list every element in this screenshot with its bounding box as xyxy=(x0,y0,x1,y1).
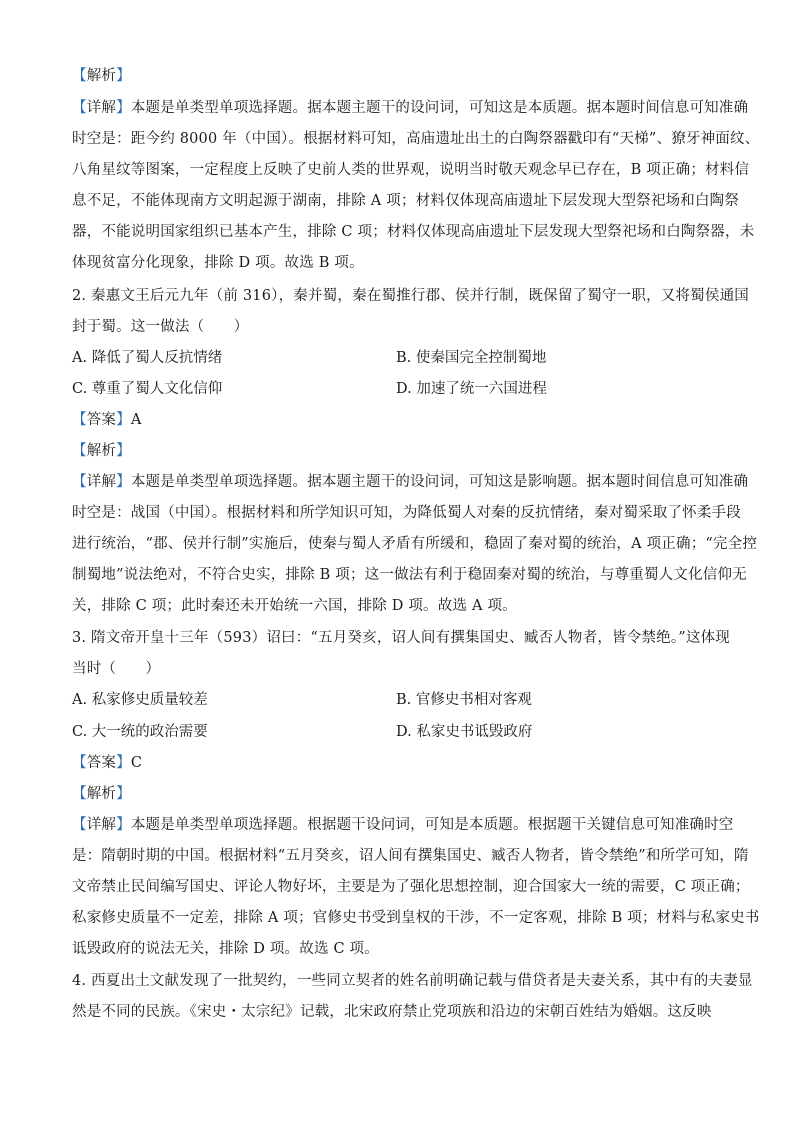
analysis-heading xyxy=(72,66,722,86)
bracket-close: 】 xyxy=(116,68,131,84)
detail-line: 时空是：距今约 8000 年（中国）。根据材料可知，高庙遗址出土的白陶祭器戳印有“天梯”、獠牙神面纹、 xyxy=(72,131,760,147)
detail-line: 关，排除 C 项；此时秦还未开始统一六国，排除 D 项。故选 A 项。 xyxy=(72,598,517,614)
detail-line: 体现贫富分化现象，排除 D 项。故选 B 项。 xyxy=(72,255,364,271)
detail-label: 详解 xyxy=(86,100,117,116)
detail-line: 是：隋朝时期的中国。根据材料“五月癸亥，诏人间有撰集国史、臧否人物者，皆令禁绝”和所学可知，隋 xyxy=(72,848,749,864)
q2-option-d: D. 加速了统一六国进程 xyxy=(396,381,547,397)
answer-label: 答案 xyxy=(86,412,117,428)
q2-option-a: A. 降低了蜀人反抗情绪 xyxy=(72,350,223,366)
answer-label: 答案 xyxy=(86,755,117,771)
analysis-heading: 【解析】 xyxy=(72,443,131,459)
detail-line: 私家修史质量不一定差，排除 A 项；官修史书受到皇权的干涉，不一定客观，排除 B 项；材料与私家史书 xyxy=(72,910,760,926)
detail-line: 【详解】本题是单类型单项选择题。根据题干设问词，可知是本质题。根据题干关键信息可知准确时空 xyxy=(72,817,734,833)
question-2-stem: 2. 秦惠文王后元九年（前 316），秦并蜀，秦在蜀推行郡、侯并行制，既保留了蜀守一职，又将蜀侯通国 xyxy=(72,288,749,304)
bracket-open: 【 xyxy=(72,68,87,84)
detail-line: 【详解】本题是单类型单项选择题。据本题主题干的设问词，可知这是影响题。据本题时间信息可知准确 xyxy=(72,474,749,490)
detail-line: 进行统治，“郡、侯并行制”实施后，使秦与蜀人矛盾有所缓和，稳固了秦对蜀的统治，A 项正确；“完全控 xyxy=(72,536,758,552)
detail-line: 文帝禁止民间编写国史、评论人物好坏，主要是为了强化思想控制，迎合国家大一统的需要，C 项正确； xyxy=(72,879,750,895)
analysis-label: 解析 xyxy=(86,68,117,84)
question-4-stem: 4. 西夏出土文献发现了一批契约，一些同立契者的姓名前明确记载与借贷者是夫妻关系，其中有的夫妻显 xyxy=(72,973,753,989)
question-2-stem: 封于蜀。这一做法（ ） xyxy=(72,319,249,335)
q3-option-c: C. 大一统的政治需要 xyxy=(72,724,208,740)
q2-answer: 【答案】A xyxy=(72,412,142,428)
detail-line: 诋毁政府的说法无关，排除 D 项。故选 C 项。 xyxy=(72,941,379,957)
answer-value: C xyxy=(130,755,143,771)
q3-option-a: A. 私家修史质量较差 xyxy=(72,692,208,708)
detail-line: 器，不能说明国家组织已基本产生，排除 C 项；材料仅体现高庙遗址下层发现大型祭祀场和白陶祭器，未 xyxy=(72,224,755,240)
question-3-stem: 当时（ ） xyxy=(72,661,161,677)
detail-line: 制蜀地”说法绝对，不符合史实，排除 B 项；这一做法有利于稳固秦对蜀的统治，与尊重蜀人文化信仰无 xyxy=(72,567,747,583)
question-3-stem: 3. 隋文帝开皇十三年（593）诏曰：“五月癸亥，诏人间有撰集国史、臧否人物者，皆令禁绝。”这体现 xyxy=(72,630,730,646)
q3-answer: 【答案】C xyxy=(72,755,143,771)
detail-line: 八角星纹等图案，一定程度上反映了史前人类的世界观，说明当时敬天观念早已存在，B 项正确；材料信 xyxy=(72,162,750,178)
q2-option-b: B. 使秦国完全控制蜀地 xyxy=(396,350,547,366)
detail-line: 【详解】本题是单类型单项选择题。据本题主题干的设问词，可知这是本质题。据本题时间信息可知准确 xyxy=(72,100,749,116)
analysis-heading: 【解析】 xyxy=(72,786,131,802)
question-4-stem: 然是不同的民族。《宋史・太宗纪》记载，北宋政府禁止党项族和沿边的宋朝百姓结为婚姻。这反映 xyxy=(72,1004,712,1020)
q3-option-d: D. 私家史书诋毁政府 xyxy=(396,724,533,740)
q3-option-b: B. 官修史书相对客观 xyxy=(396,692,532,708)
q2-option-c: C. 尊重了蜀人文化信仰 xyxy=(72,381,223,397)
detail-line: 时空是：战国（中国）。根据材料和所学知识可知，为降低蜀人对秦的反抗情绪，秦对蜀采取了怀柔手段 xyxy=(72,505,741,521)
answer-value: A xyxy=(130,412,142,428)
detail-line: 息不足，不能体现南方文明起源于湖南，排除 A 项；材料仅体现高庙遗址下层发现大型祭祀场和白陶祭 xyxy=(72,193,740,209)
